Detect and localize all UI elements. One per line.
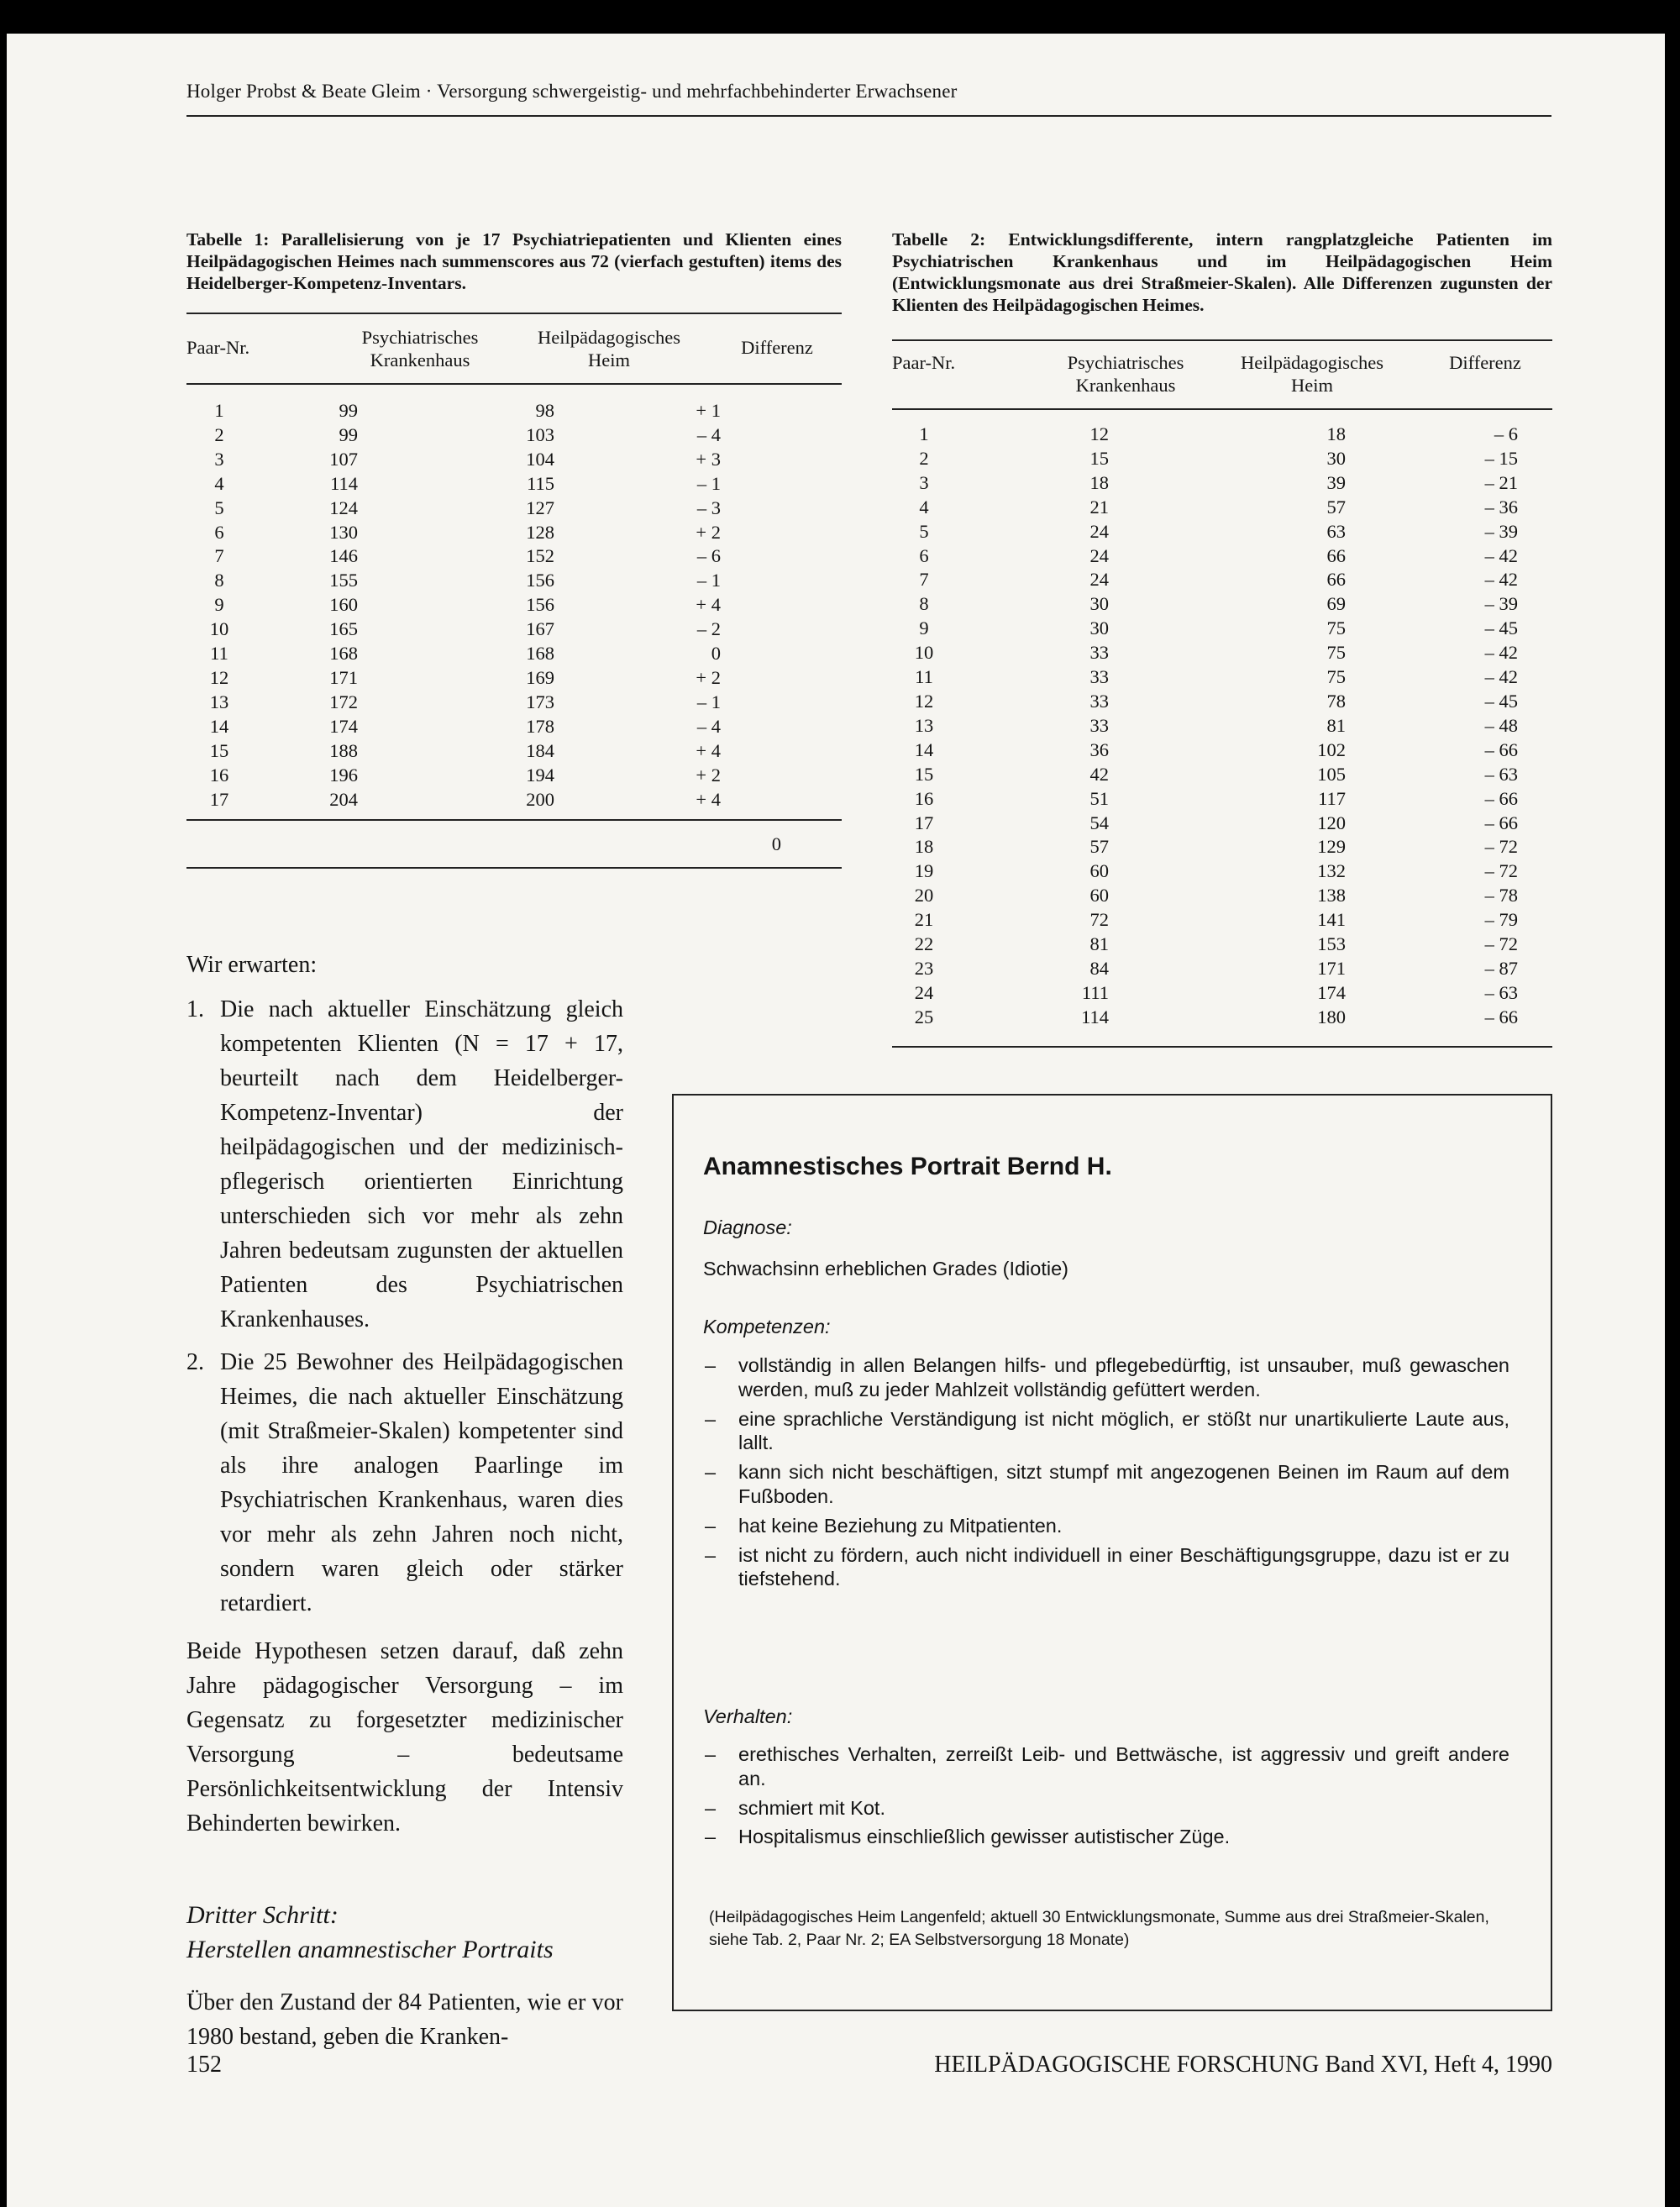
psychiatric-value-cell: 42 (1089, 763, 1109, 785)
table1-sum-rule (186, 819, 842, 821)
heim-value-cell: 57 (1326, 496, 1346, 518)
heim-value-cell: 152 (526, 545, 554, 567)
table1-body (186, 399, 781, 812)
table-row (186, 399, 781, 423)
difference-cell: + 2 (696, 764, 721, 786)
difference-cell: – 39 (1484, 593, 1518, 615)
heim-value-cell: 98 (535, 400, 554, 421)
table2-header-diff: Differenz (1449, 352, 1521, 373)
psychiatric-value-cell: 72 (1089, 909, 1109, 931)
pair-number-cell: 1 (214, 400, 224, 421)
difference-cell: – 36 (1484, 496, 1518, 518)
difference-cell: – 63 (1484, 763, 1518, 785)
psychiatric-value-cell: 24 (1089, 569, 1109, 591)
psychiatric-value-cell: 171 (329, 666, 358, 688)
table1-header-heil-line2: Heim (588, 349, 630, 370)
kompetenzen-item (703, 1514, 1509, 1538)
heim-value-cell: 117 (1318, 787, 1346, 809)
pair-number-cell: 3 (214, 448, 224, 470)
heim-value-cell: 66 (1326, 544, 1346, 566)
table2-body (892, 423, 1557, 1030)
psychiatric-value-cell: 204 (329, 788, 358, 810)
heim-value-cell: 75 (1326, 642, 1346, 664)
kompetenzen-item (703, 1543, 1509, 1592)
hypotheses-paragraph: Beide Hypothesen setzen darauf, daß zehn Jahre pädagogischer Versorgung – im Gegensatz zu forgesetzter medizinischer Versorgung – bedeutsame Persönlichkeitsentwicklung der Intensiv Behinderten bewirken. (186, 1638, 623, 1837)
heim-value-cell: 200 (526, 788, 554, 810)
verhalten-item (703, 1825, 1509, 1849)
psychiatric-value-cell: 99 (339, 423, 358, 445)
heim-value-cell: 156 (526, 570, 554, 591)
pair-number-cell: 17 (914, 812, 934, 833)
verhalten-text: erethisches Verhalten, zerreißt Leib- und Bettwäsche, ist aggressiv und greift andere an. (738, 1743, 1509, 1789)
header-rule (186, 115, 1551, 117)
table2-header-heil (1207, 351, 1417, 397)
table-row (186, 739, 781, 764)
difference-cell: + 4 (696, 788, 721, 810)
psychiatric-value-cell: 146 (329, 545, 358, 567)
pair-number-cell: 15 (914, 763, 934, 785)
portrait-box (672, 1094, 1552, 2011)
table-row (186, 715, 781, 739)
bullet-dash: – (705, 1407, 717, 1430)
table-row (892, 544, 1557, 569)
table2-header-rule (892, 408, 1552, 410)
bullet-dash: – (705, 1826, 717, 1848)
table1-header-paar: Paar-Nr. (186, 337, 250, 358)
hypothesis-item (186, 992, 623, 1337)
psychiatric-value-cell: 160 (329, 594, 358, 616)
heim-value-cell: 128 (526, 521, 554, 543)
psychiatric-value-cell: 155 (329, 570, 358, 591)
difference-cell: – 66 (1484, 787, 1518, 809)
difference-cell: – 15 (1484, 447, 1518, 469)
pair-number-cell: 6 (919, 544, 929, 566)
difference-cell: – 4 (696, 423, 721, 445)
difference-cell: – 48 (1484, 714, 1518, 736)
difference-cell: – 45 (1484, 690, 1518, 712)
difference-cell: – 2 (696, 618, 721, 640)
table2-bottom-rule (892, 1046, 1552, 1048)
journal-footer: HEILPÄDAGOGISCHE FORSCHUNG Band XVI, Heft 4, 1990 (934, 2052, 1552, 2078)
difference-cell: – 45 (1484, 617, 1518, 639)
difference-cell: – 42 (1484, 569, 1518, 591)
diagnose-text: Schwachsinn erheblichen Grades (Idiotie) (703, 1258, 1068, 1280)
kompetenzen-label: Kompetenzen: (703, 1316, 831, 1337)
pair-number-cell: 16 (914, 787, 934, 809)
difference-cell: – 72 (1484, 860, 1518, 882)
table1-caption: Tabelle 1: Parallelisierung von je 17 Psychiatriepatienten und Klienten eines Heilpädagogischen Heimes nach summenscores aus 72 (vierfach gestuften) items des Heidelberger-Kompetenz-Inventars. (186, 229, 842, 293)
table-row (892, 884, 1557, 908)
table-row (892, 835, 1557, 859)
psychiatric-value-cell: 18 (1089, 471, 1109, 493)
table1-header-heil (504, 326, 714, 371)
table2-header-heil-line1: Heilpädagogisches (1241, 352, 1383, 373)
table-row (892, 933, 1557, 957)
hypothesis-item (186, 1345, 623, 1621)
table2-header-psych-line1: Psychiatrisches (1067, 352, 1184, 373)
table1 (186, 399, 781, 812)
pair-number-cell: 20 (914, 885, 934, 906)
pair-number-cell: 24 (914, 981, 934, 1003)
psychiatric-value-cell: 33 (1089, 666, 1109, 688)
pair-number-cell: 14 (914, 738, 934, 760)
psychiatric-value-cell: 114 (330, 472, 358, 494)
pair-number-cell: 13 (914, 714, 934, 736)
heim-value-cell: 194 (526, 764, 554, 786)
pair-number-cell: 7 (919, 569, 929, 591)
pair-number-cell: 9 (214, 594, 224, 616)
verhalten-list (703, 1742, 1509, 1854)
kompetenzen-text: ist nicht zu fördern, auch nicht individuell in einer Beschäftigungsgruppe, dazu ist er zu tiefstehend. (738, 1543, 1509, 1590)
closing-paragraph: Über den Zustand der 84 Patienten, wie er vor 1980 bestand, geben die Kranken- (186, 1989, 623, 2050)
pair-number-cell: 22 (914, 933, 934, 955)
pair-number-cell: 11 (210, 643, 228, 665)
pair-number-cell: 14 (209, 715, 229, 737)
bullet-dash: – (705, 1743, 717, 1765)
pair-number-cell: 18 (914, 836, 934, 858)
pair-number-cell: 15 (209, 739, 229, 761)
heim-value-cell: 63 (1326, 520, 1346, 542)
difference-cell: – 1 (696, 570, 721, 591)
table-row (186, 423, 781, 448)
kompetenzen-item (703, 1407, 1509, 1456)
psychiatric-value-cell: 54 (1089, 812, 1109, 833)
psychiatric-value-cell: 172 (329, 691, 358, 712)
psychiatric-value-cell: 196 (329, 764, 358, 786)
difference-cell: – 63 (1484, 981, 1518, 1003)
table-row (186, 593, 781, 617)
heim-value-cell: 173 (526, 691, 554, 712)
heim-value-cell: 120 (1317, 812, 1346, 833)
psychiatric-value-cell: 57 (1089, 836, 1109, 858)
psychiatric-value-cell: 15 (1089, 447, 1109, 469)
psychiatric-value-cell: 12 (1089, 423, 1109, 444)
table-row (186, 544, 781, 569)
kompetenzen-text: eine sprachliche Verständigung ist nicht möglich, er stößt nur unartikulierte Laute aus, lallt. (738, 1407, 1509, 1454)
psychiatric-value-cell: 36 (1089, 738, 1109, 760)
table2-header-psych (1029, 351, 1222, 397)
difference-cell: – 72 (1484, 836, 1518, 858)
difference-cell: – 42 (1484, 666, 1518, 688)
table-row (892, 447, 1557, 471)
table-row (892, 787, 1557, 812)
pair-number-cell: 5 (214, 497, 224, 518)
heim-value-cell: 103 (526, 423, 554, 445)
section-heading (186, 1898, 623, 1967)
psychiatric-value-cell: 124 (329, 497, 358, 518)
table-row (186, 764, 781, 788)
psychiatric-value-cell: 51 (1089, 787, 1109, 809)
psychiatric-value-cell: 81 (1089, 933, 1109, 955)
difference-cell: – 3 (696, 497, 721, 518)
table2-header-psych-line2: Krankenhaus (1075, 375, 1176, 396)
bullet-dash: – (705, 1354, 717, 1376)
pair-number-cell: 10 (209, 618, 229, 640)
difference-cell: – 87 (1484, 957, 1518, 979)
table1-total: 0 (771, 833, 781, 854)
pair-number-cell: 10 (914, 642, 934, 664)
psychiatric-value-cell: 84 (1089, 957, 1109, 979)
table-row (892, 763, 1557, 787)
psychiatric-value-cell: 60 (1089, 885, 1109, 906)
difference-cell: – 66 (1484, 812, 1518, 833)
pair-number-cell: 17 (209, 788, 229, 810)
difference-cell: – 39 (1484, 520, 1518, 542)
difference-cell: + 2 (696, 521, 721, 543)
table2-top-rule (892, 339, 1552, 341)
difference-cell: – 78 (1484, 885, 1518, 906)
running-head: Holger Probst & Beate Gleim · Versorgung schwergeistig- und mehrfachbehinderter Erwachsener (186, 81, 958, 102)
table-row (892, 592, 1557, 617)
kompetenzen-text: vollständig in allen Belangen hilfs- und pflegebedürftig, ist unsauber, muß gewaschen werden, muß zu jeder Mahlzeit vollständig gefüttert werden. (738, 1354, 1509, 1400)
heim-value-cell: 138 (1317, 885, 1346, 906)
pair-number-cell: 25 (914, 1006, 934, 1027)
table2-header-paar: Paar-Nr. (892, 352, 956, 373)
intro-text: Wir erwarten: (186, 952, 318, 978)
pair-number-cell: 12 (914, 690, 934, 712)
pair-number-cell: 4 (919, 496, 929, 518)
bullet-dash: – (705, 1461, 717, 1484)
heim-value-cell: 66 (1326, 569, 1346, 591)
pair-number-cell: 19 (914, 860, 934, 882)
heim-value-cell: 153 (1317, 933, 1346, 955)
kompetenzen-list (703, 1353, 1509, 1596)
bullet-dash: – (705, 1543, 717, 1566)
table2-caption: Tabelle 2: Entwicklungsdifferente, intern rangplatzgleiche Patienten im Psychiatrischen Krankenhaus und im Heilpädagogischen Heim (Entwicklungsmonate aus drei Straßmeier-Skalen). Alle Differenzen zugunsten der Klienten des Heilpädagogischen Heimes. (892, 229, 1552, 315)
table-row (892, 714, 1557, 738)
psychiatric-value-cell: 111 (1081, 981, 1109, 1003)
pair-number-cell: 8 (919, 593, 929, 615)
table-row (186, 521, 781, 545)
psychiatric-value-cell: 33 (1089, 690, 1109, 712)
pair-number-cell: 3 (919, 471, 929, 493)
psychiatric-value-cell: 33 (1089, 642, 1109, 664)
table-row (892, 423, 1557, 447)
portrait-note: (Heilpädagogisches Heim Langenfeld; aktuell 30 Entwicklungsmonate, Summe aus drei Straßmeier-Skalen, siehe Tab. 2, Paar Nr. 2; EA Selbstversorgung 18 Monate) (709, 1908, 1489, 1949)
table-row (186, 569, 781, 593)
verhalten-item (703, 1742, 1509, 1791)
heim-value-cell: 171 (1317, 957, 1346, 979)
difference-cell: – 21 (1484, 471, 1518, 493)
pair-number-cell: 21 (914, 909, 934, 931)
table1-header-psych-line1: Psychiatrisches (361, 327, 479, 348)
table-row (892, 520, 1557, 544)
psychiatric-value-cell: 107 (329, 448, 358, 470)
table-row (892, 981, 1557, 1006)
pair-number-cell: 2 (919, 447, 929, 469)
table-row (186, 497, 781, 521)
heim-value-cell: 18 (1326, 423, 1346, 444)
table-row (186, 448, 781, 472)
table-row (892, 665, 1557, 690)
table-row (892, 690, 1557, 714)
psychiatric-value-cell: 30 (1089, 593, 1109, 615)
table2-header-heil-line2: Heim (1291, 375, 1333, 396)
hypothesis-text: Die 25 Bewohner des Heilpädagogischen Heimes, die nach aktueller Einschätzung (mit Straßmeier-Skalen) kompetenter sind als ihre analogen Paarlinge im Psychiatrischen Krankenhaus, waren dies vor mehr als zehn Jahren noch nicht, sondern waren gleich oder stärker retardiert. (220, 1349, 623, 1616)
pair-number-cell: 13 (209, 691, 229, 712)
hypothesis-number: 2. (186, 1349, 204, 1375)
heim-value-cell: 78 (1326, 690, 1346, 712)
heim-value-cell: 174 (1317, 981, 1346, 1003)
table-row (892, 859, 1557, 884)
pair-number-cell: 8 (214, 570, 224, 591)
heim-value-cell: 178 (526, 715, 554, 737)
pair-number-cell: 9 (919, 617, 929, 639)
heim-value-cell: 81 (1326, 714, 1346, 736)
pair-number-cell: 12 (209, 666, 229, 688)
kompetenzen-item (703, 1353, 1509, 1402)
psychiatric-value-cell: 30 (1089, 617, 1109, 639)
body-column (186, 948, 623, 2054)
difference-cell: – 6 (1494, 423, 1518, 444)
heim-value-cell: 75 (1326, 666, 1346, 688)
table-row (186, 788, 781, 812)
hypothesis-text: Die nach aktueller Einschätzung gleich kompetenten Klienten (N = 17 + 17, beurteilt nach dem Heidelberger-Kompetenz-Inventar) der heilpädagogischen und der medizinisch-pflegerisch orientierten Einrichtung unterschieden sich vor mehr als zehn Jahren bedeutsam zugunsten der aktuellen Patienten des Psychiatrischen Krankenhauses. (220, 996, 623, 1332)
pair-number-cell: 6 (214, 521, 224, 543)
heim-value-cell: 167 (526, 618, 554, 640)
table-row (892, 957, 1557, 981)
table-row (892, 568, 1557, 592)
difference-cell: – 66 (1484, 738, 1518, 760)
verhalten-text: schmiert mit Kot. (738, 1796, 885, 1819)
table-row (186, 642, 781, 666)
table-row (186, 666, 781, 691)
heim-value-cell: 102 (1317, 738, 1346, 760)
psychiatric-value-cell: 130 (329, 521, 358, 543)
difference-cell: – 42 (1484, 642, 1518, 664)
portrait-title: Anamnestisches Portrait Bernd H. (703, 1153, 1112, 1180)
difference-cell: – 4 (696, 715, 721, 737)
difference-cell: – 6 (696, 545, 721, 567)
table1-header-diff: Differenz (741, 337, 813, 358)
heim-value-cell: 104 (526, 448, 554, 470)
table-row (892, 812, 1557, 836)
bullet-dash: – (705, 1514, 717, 1537)
psychiatric-value-cell: 60 (1089, 860, 1109, 882)
heim-value-cell: 39 (1326, 471, 1346, 493)
difference-cell: + 4 (696, 739, 721, 761)
psychiatric-value-cell: 99 (339, 400, 358, 421)
table1-header-heil-line1: Heilpädagogisches (538, 327, 680, 348)
heim-value-cell: 180 (1317, 1006, 1346, 1027)
verhalten-text: Hospitalismus einschließlich gewisser autistischer Züge. (738, 1826, 1231, 1848)
table-row (892, 1006, 1557, 1030)
kompetenzen-item (703, 1460, 1509, 1509)
pair-number-cell: 5 (919, 520, 929, 542)
pair-number-cell: 11 (915, 666, 933, 688)
table1-header-rule (186, 383, 842, 385)
pair-number-cell: 1 (919, 423, 929, 444)
heim-value-cell: 132 (1317, 860, 1346, 882)
table1-bottom-rule (186, 867, 842, 869)
psychiatric-value-cell: 24 (1089, 520, 1109, 542)
heim-value-cell: 168 (526, 643, 554, 665)
pair-number-cell: 7 (214, 545, 224, 567)
psychiatric-value-cell: 33 (1089, 714, 1109, 736)
table1-header-psych (319, 326, 521, 371)
difference-cell: – 1 (696, 691, 721, 712)
diagnose-label: Diagnose: (703, 1216, 792, 1238)
heim-value-cell: 141 (1317, 909, 1346, 931)
section-heading-line2: Herstellen anamnestischer Portraits (186, 1936, 554, 1963)
page-number: 152 (186, 2052, 222, 2078)
psychiatric-value-cell: 21 (1089, 496, 1109, 518)
heim-value-cell: 115 (527, 472, 554, 494)
table-row (892, 641, 1557, 665)
psychiatric-value-cell: 165 (329, 618, 358, 640)
difference-cell: – 79 (1484, 909, 1518, 931)
heim-value-cell: 75 (1326, 617, 1346, 639)
psychiatric-value-cell: 114 (1081, 1006, 1109, 1027)
verhalten-item (703, 1796, 1509, 1821)
section-heading-line1: Dritter Schritt: (186, 1901, 339, 1929)
hypotheses-list (186, 992, 623, 1621)
pair-number-cell: 2 (214, 423, 224, 445)
heim-value-cell: 129 (1317, 836, 1346, 858)
difference-cell: – 66 (1484, 1006, 1518, 1027)
heim-value-cell: 184 (526, 739, 554, 761)
difference-cell: + 4 (696, 594, 721, 616)
heim-value-cell: 127 (526, 497, 554, 518)
table-row (892, 738, 1557, 763)
psychiatric-value-cell: 188 (329, 739, 358, 761)
kompetenzen-text: hat keine Beziehung zu Mitpatienten. (738, 1514, 1063, 1537)
heim-value-cell: 30 (1326, 447, 1346, 469)
table2 (892, 423, 1557, 1030)
pair-number-cell: 16 (209, 764, 229, 786)
difference-cell: – 42 (1484, 544, 1518, 566)
verhalten-label: Verhalten: (703, 1705, 793, 1727)
heim-value-cell: 69 (1326, 593, 1346, 615)
psychiatric-value-cell: 24 (1089, 544, 1109, 566)
psychiatric-value-cell: 174 (329, 715, 358, 737)
difference-cell: – 1 (696, 472, 721, 494)
hypothesis-number: 1. (186, 996, 204, 1022)
table-row (892, 908, 1557, 933)
table1-header-psych-line2: Krankenhaus (370, 349, 470, 370)
difference-cell: – 72 (1484, 933, 1518, 955)
table-row (186, 472, 781, 497)
table-row (186, 617, 781, 642)
difference-cell: + 2 (696, 666, 721, 688)
pair-number-cell: 4 (214, 472, 224, 494)
psychiatric-value-cell: 168 (329, 643, 358, 665)
table-row (892, 496, 1557, 520)
difference-cell: + 1 (696, 400, 721, 421)
difference-cell: + 3 (696, 448, 721, 470)
table1-top-rule (186, 313, 842, 314)
heim-value-cell: 169 (526, 666, 554, 688)
difference-cell: 0 (711, 643, 721, 665)
bullet-dash: – (705, 1796, 717, 1819)
pair-number-cell: 23 (914, 957, 934, 979)
kompetenzen-text: kann sich nicht beschäftigen, sitzt stumpf mit angezogenen Beinen im Raum auf dem Fußboden. (738, 1461, 1509, 1507)
heim-value-cell: 105 (1317, 763, 1346, 785)
table-row (892, 617, 1557, 641)
table-row (186, 691, 781, 715)
heim-value-cell: 156 (526, 594, 554, 616)
table-row (892, 471, 1557, 496)
